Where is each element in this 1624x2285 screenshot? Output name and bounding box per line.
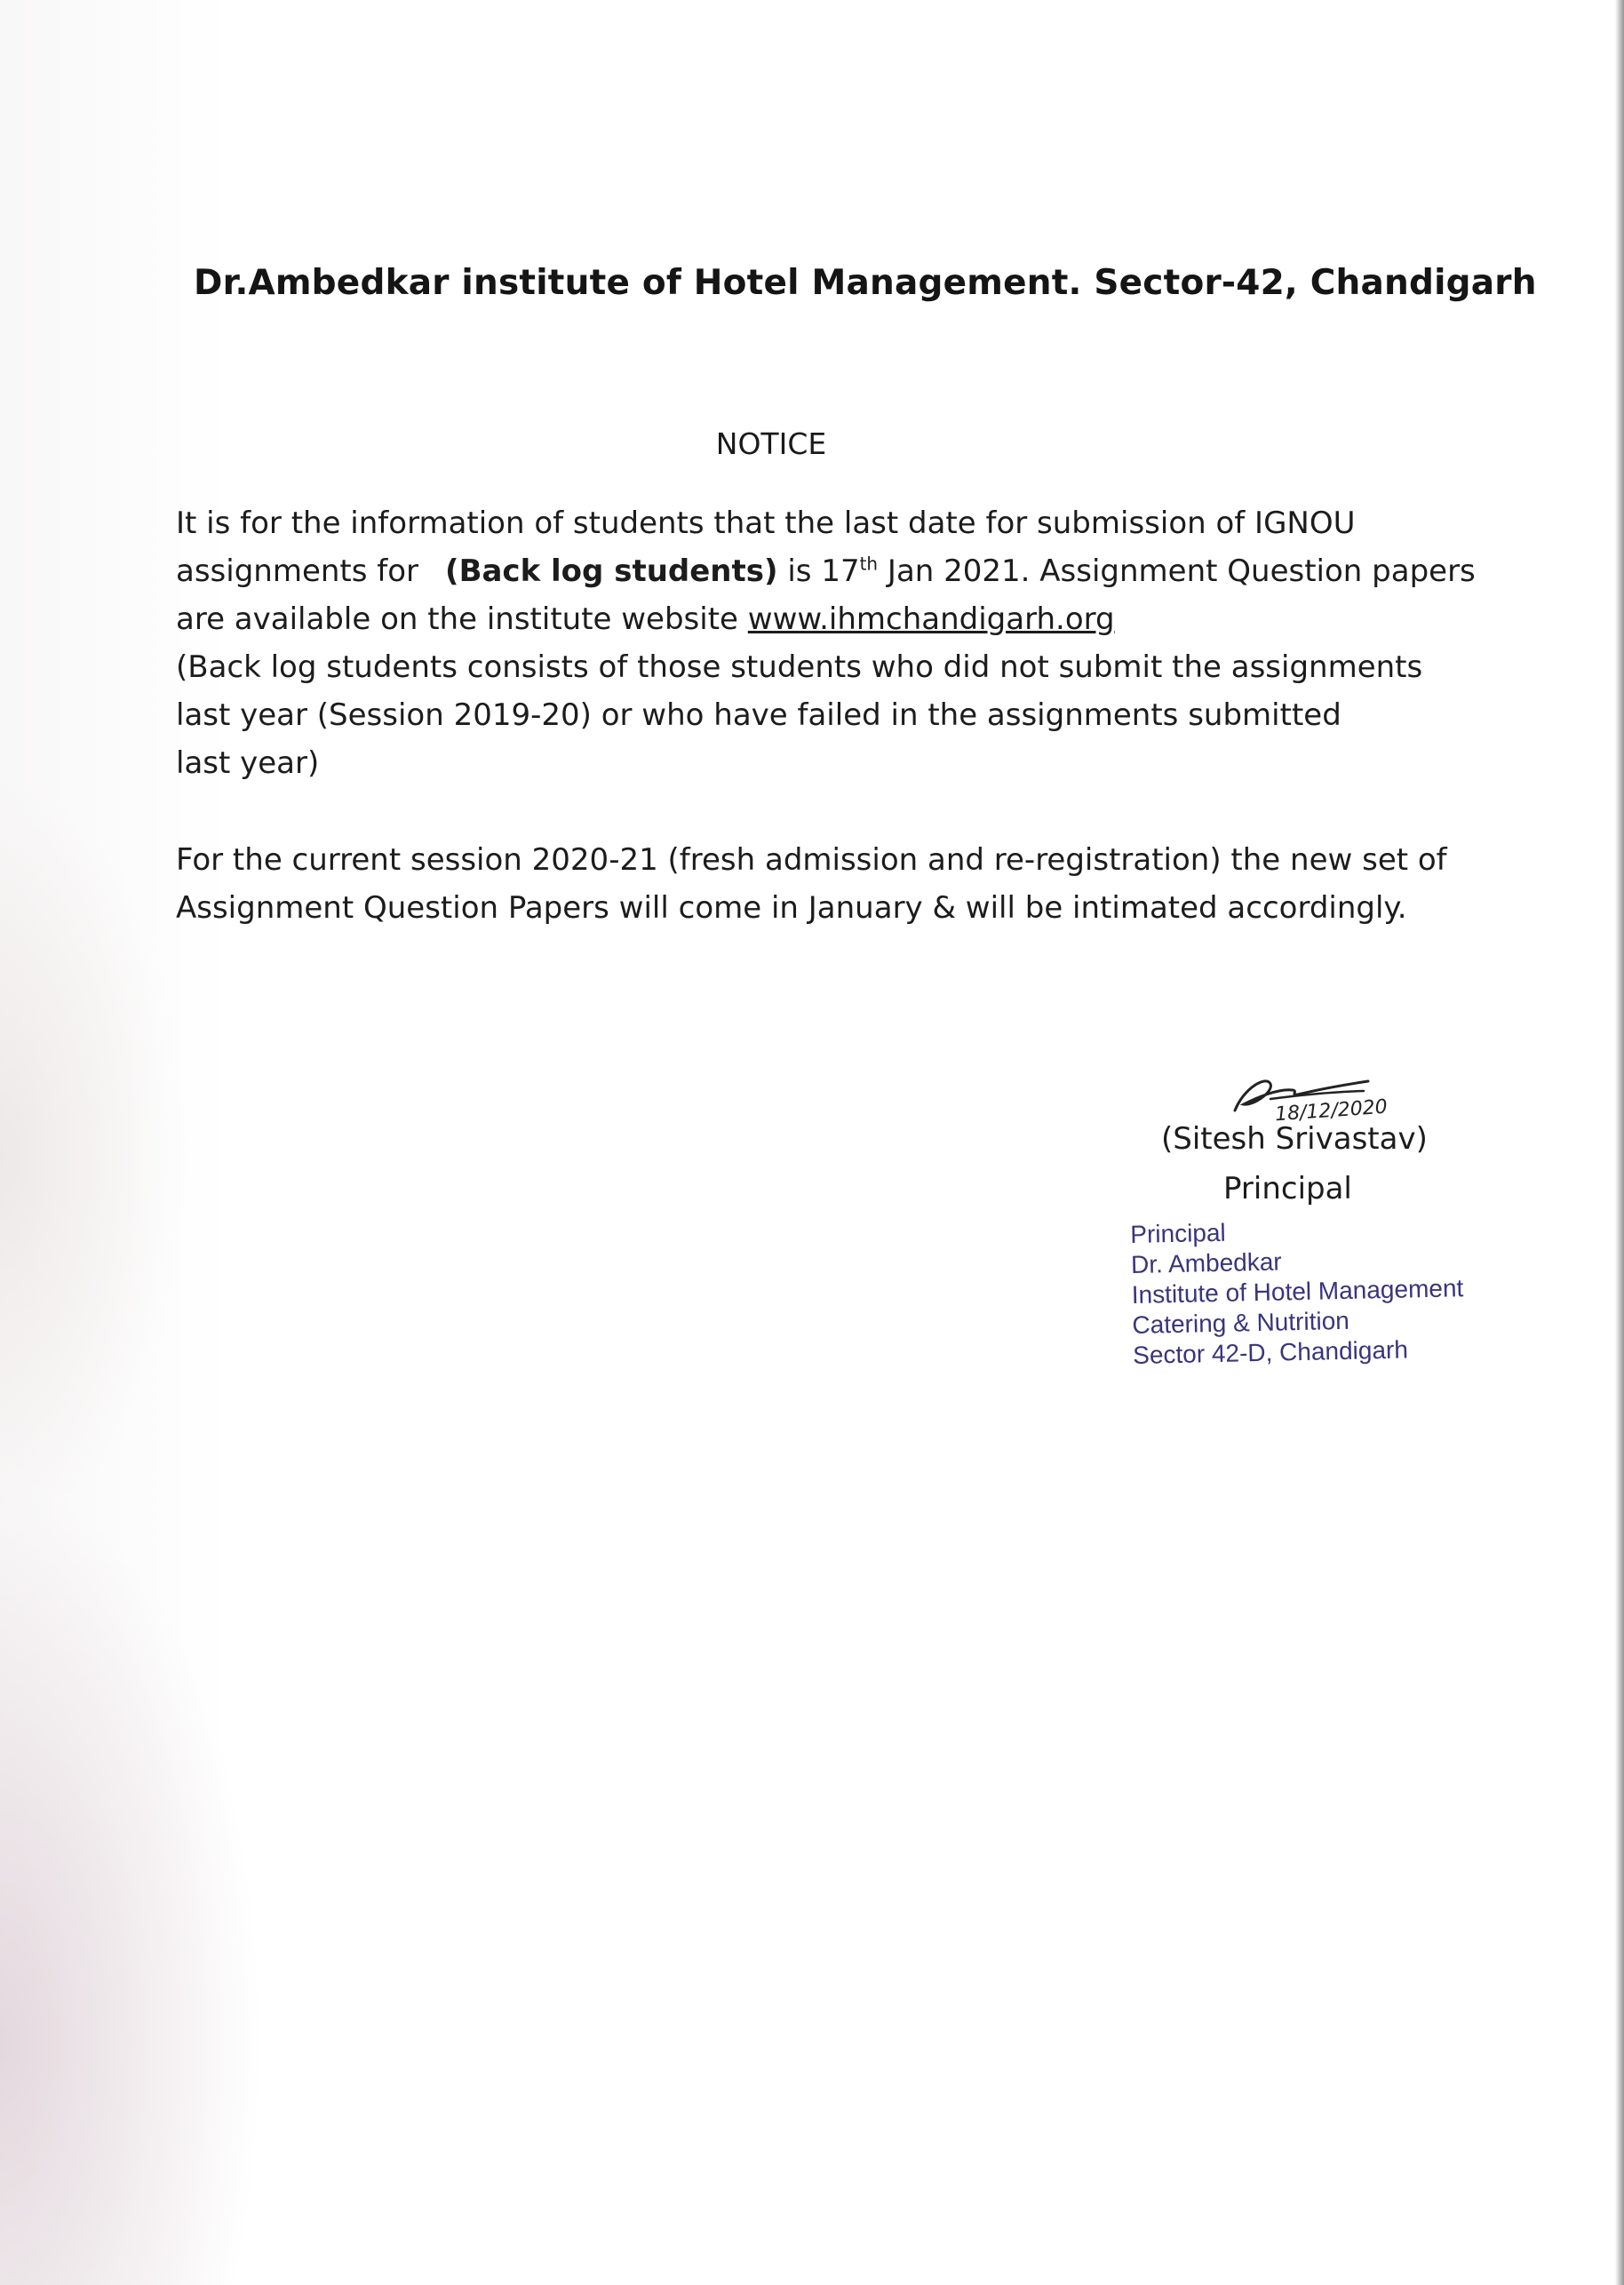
notice-paragraph-2 [176,836,1447,932]
signature-date: 18/12/2020 [1274,1095,1389,1127]
notice-paragraph-1 [176,499,1476,787]
signatory-title: Principal [1223,1171,1352,1206]
stamp-line: Institute of Hotel Management [1131,1274,1464,1309]
website-link[interactable]: www.ihmchandigarh.org [747,601,1115,637]
scan-edge-shadow [1615,0,1624,2285]
backlog-students-emphasis: (Back log students) [445,553,778,589]
paragraph-line: Assignment Question Papers will come in January & will be intimated accordingly. [176,890,1407,926]
stamp-line: Sector 42-D, Chandigarh [1132,1335,1409,1369]
official-stamp [1130,1213,1465,1371]
stamp-line: Dr. Ambedkar [1130,1247,1282,1278]
notice-title: NOTICE [715,426,827,461]
institute-heading: Dr.Ambedkar institute of Hotel Management. Sector-42, Chandigarh [194,263,1537,303]
line-text: are available on the institute website [176,601,748,637]
paragraph-line [176,547,1476,595]
signatory-name: (Sitesh Srivastav) [1161,1121,1428,1157]
paragraph-line: For the current session 2020-21 (fresh admission and re-registration) the new set of [176,842,1447,878]
ordinal-suffix: th [859,553,879,575]
paragraph-line [176,595,1476,643]
line-text: assignments for [176,553,419,589]
paragraph-line: It is for the information of students that the last date for submission of IGNOU [176,506,1356,541]
line-text: Jan 2021. Assignment Question papers [878,553,1476,589]
paragraph-line: last year) [176,745,320,781]
paragraph-line: last year (Session 2019-20) or who have failed in the assignments submitted [176,697,1341,733]
paragraph-line: (Back log students consists of those students who did not submit the assignments [176,649,1423,685]
line-text: is 17 [777,553,860,589]
stamp-line: Catering & Nutrition [1132,1306,1350,1339]
stamp-line: Principal [1130,1218,1227,1248]
